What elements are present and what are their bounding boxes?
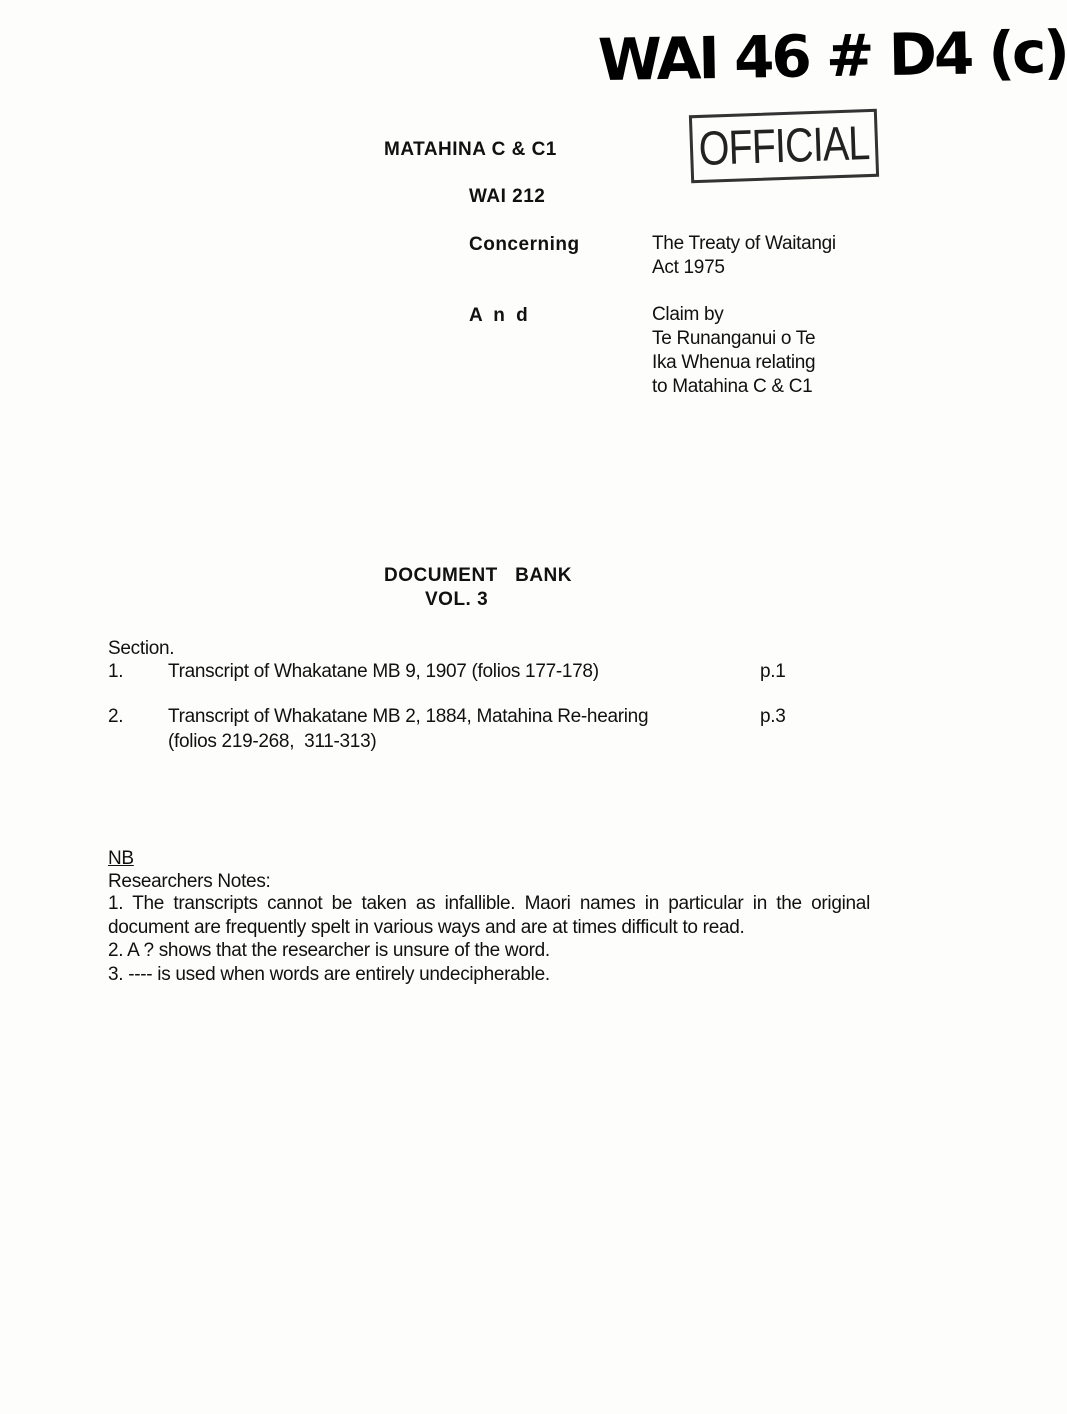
claim-line: Ika Whenua relating <box>652 352 816 373</box>
concerning-line: Act 1975 <box>652 257 725 278</box>
claim-line: Claim by <box>652 304 724 325</box>
volume-label: VOL. 3 <box>425 589 489 610</box>
concerning-label: Concerning <box>469 234 580 255</box>
concerning-line: The Treaty of Waitangi <box>652 233 836 254</box>
researcher-notes <box>108 892 870 986</box>
and-label: A n d <box>469 305 531 326</box>
note-item: 3. ---- is used when words are entirely undecipherable. <box>108 963 550 985</box>
notes-heading: Researchers Notes: <box>108 871 271 892</box>
note-item: 1. The transcripts cannot be taken as infallible. Maori names in particular in the original document are frequently spelt in various ways and are at times difficult to read. <box>108 893 870 938</box>
section-page: p.1 <box>760 661 786 682</box>
document-title: MATAHINA C & C1 <box>384 139 557 160</box>
section-label: Section. <box>108 638 175 659</box>
section-number: 2. <box>108 706 124 727</box>
handwritten-reference: WAI 46 # D4 (c) <box>597 17 1067 95</box>
claim-line: Te Runanganui o Te <box>652 328 816 349</box>
document-bank-title: DOCUMENT BANK <box>384 565 572 586</box>
section-title-continued: (folios 219-268, 311-313) <box>168 731 377 752</box>
note-item: 2. A ? shows that the researcher is unsure of the word. <box>108 940 550 961</box>
official-stamp <box>689 109 879 184</box>
section-title: Transcript of Whakatane MB 2, 1884, Matahina Re-hearing <box>168 706 649 727</box>
section-title: Transcript of Whakatane MB 9, 1907 (folios 177-178) <box>168 661 599 682</box>
nb-label: NB <box>108 848 134 869</box>
wai-number: WAI 212 <box>469 186 546 207</box>
section-number: 1. <box>108 661 124 682</box>
section-page: p.3 <box>760 706 786 727</box>
stamp-text: OFFICIAL <box>697 116 871 176</box>
claim-line: to Matahina C & C1 <box>652 376 813 397</box>
